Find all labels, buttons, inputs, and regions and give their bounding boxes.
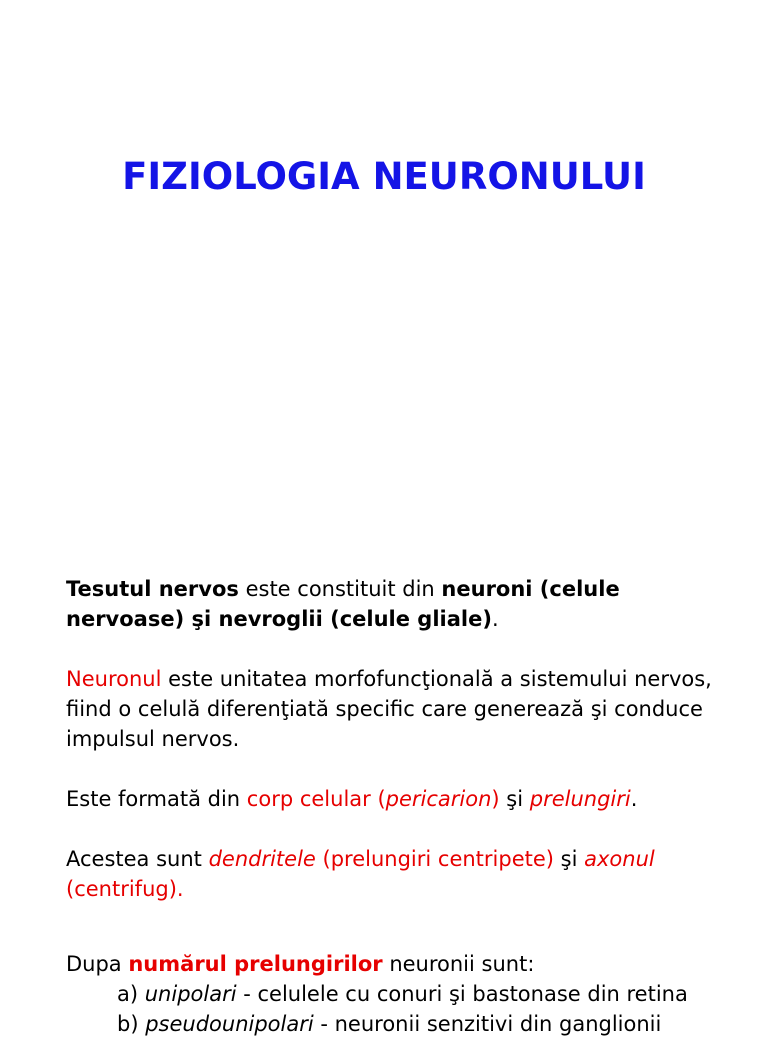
list-marker: b) [117,1012,146,1036]
list-desc: - neuronii senzitivi din ganglionii [313,1012,662,1036]
term-dendritele: dendritele [208,847,316,871]
text-span: neuronii sunt: [382,952,535,976]
term-tesutul-nervos: Tesutul nervos [66,577,239,601]
text-span: Acestea sunt [66,847,209,871]
list-item [117,979,726,1009]
term-numarul-prelungirilor: numărul prelungirilor [128,952,383,976]
document-title: FIZIOLOGIA NEURONULUI [122,155,646,198]
term-axonul: axonul [584,847,655,871]
text-span: . [491,607,499,631]
paragraph-neuron [66,664,726,754]
classification-list [66,979,726,1039]
text-span: ) [491,787,507,811]
document-body [66,574,726,1039]
text-span: (centrifug). [66,877,184,901]
text-span: şi [560,847,578,871]
text-span: . [630,787,638,811]
text-span [523,787,530,811]
term-pericarion: pericarion [385,787,492,811]
term-neuronul: Neuronul [66,667,162,691]
term-prelungiri: prelungiri [529,787,631,811]
paragraph-structure [66,784,726,814]
text-span: este constituit din [238,577,442,601]
paragraph-tissue [66,574,726,634]
term-pseudounipolari: pseudounipolari [145,1012,314,1036]
text-span: Dupa [66,952,129,976]
text-span: Este formată din [66,787,247,811]
term-corp-celular: corp celular ( [246,787,386,811]
text-span: şi [506,787,524,811]
text-span: (prelungiri centripete) [315,847,561,871]
term-neuroni-nevroglii: neuroni (celule nervoase) şi nevroglii (celule gliale) [66,577,620,631]
list-marker: a) [117,982,145,1006]
text-span: este unitatea morfofuncţională a sistemului nervos, fiind o celulă diferenţiată specific care generează şi conduce impulsul nervos. [66,667,712,751]
paragraph-classification [66,949,726,979]
list-item [117,1009,726,1039]
term-unipolari: unipolari [144,982,237,1006]
paragraph-processes [66,844,726,904]
list-desc: - celulele cu conuri şi bastonase din retina [236,982,688,1006]
